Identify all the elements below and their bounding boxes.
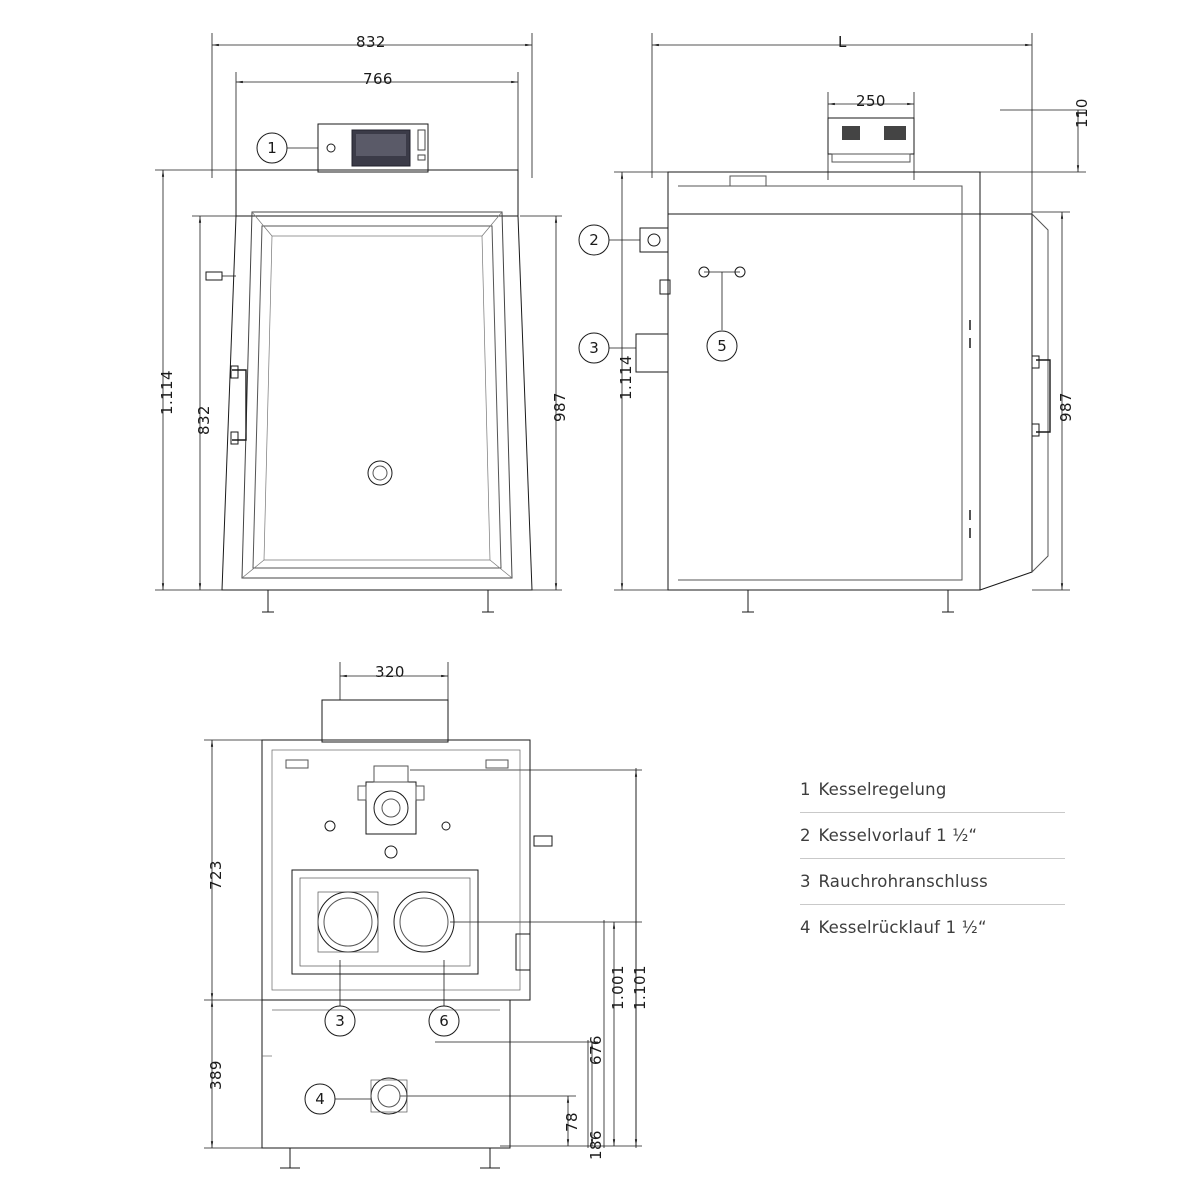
callout-6-top: 6 — [439, 1012, 449, 1030]
legend-item-label: Rauchrohranschluss — [818, 872, 988, 891]
dim-front-width-inner: 766 — [363, 70, 393, 88]
legend-item — [800, 872, 1065, 905]
dim-front-width-outer: 832 — [356, 33, 386, 51]
dim-side-height-body: 987 — [1057, 392, 1075, 422]
callout-1-front: 1 — [267, 139, 277, 157]
legend-item-number: 3 — [800, 872, 811, 891]
legend-item-label: Kesselrücklauf 1 ½“ — [818, 918, 987, 937]
dim-side-topbox-width: 250 — [856, 92, 886, 110]
legend-item — [800, 780, 1065, 813]
dim-front-height-door: 832 — [195, 405, 213, 435]
dim-side-height-total: 1.114 — [617, 355, 635, 400]
dim-front-height-body: 987 — [551, 392, 569, 422]
callout-4-top: 4 — [315, 1090, 325, 1108]
front-view-group — [155, 33, 562, 612]
legend-item-number: 2 — [800, 826, 811, 845]
dim-top-small-78: 78 — [563, 1112, 581, 1132]
dim-front-height-total: 1.114 — [158, 370, 176, 415]
dim-side-length: L — [838, 33, 847, 51]
legend — [800, 780, 1065, 963]
callout-5-side: 5 — [717, 337, 727, 355]
side-view-group — [579, 33, 1086, 612]
dim-top-small-186: 186 — [587, 1130, 605, 1160]
dim-top-mid: 676 — [587, 1035, 605, 1065]
legend-item-number: 1 — [800, 780, 811, 799]
dim-top-depth-upper: 723 — [207, 860, 225, 890]
legend-item-number: 4 — [800, 918, 811, 937]
callout-3-top: 3 — [335, 1012, 345, 1030]
legend-item — [800, 826, 1065, 859]
dim-top-depth-lower: 389 — [207, 1060, 225, 1090]
legend-item — [800, 918, 1065, 950]
dim-top-total-a: 1.001 — [609, 965, 627, 1010]
callout-2-side: 2 — [589, 231, 599, 249]
legend-item-label: Kesselregelung — [818, 780, 947, 799]
callout-3-side: 3 — [589, 339, 599, 357]
dim-side-top-offset: 110 — [1073, 98, 1091, 128]
dim-top-box-width: 320 — [375, 663, 405, 681]
legend-item-label: Kesselvorlauf 1 ½“ — [818, 826, 978, 845]
dim-top-total-b: 1.101 — [631, 965, 649, 1010]
top-view-group — [204, 662, 642, 1168]
